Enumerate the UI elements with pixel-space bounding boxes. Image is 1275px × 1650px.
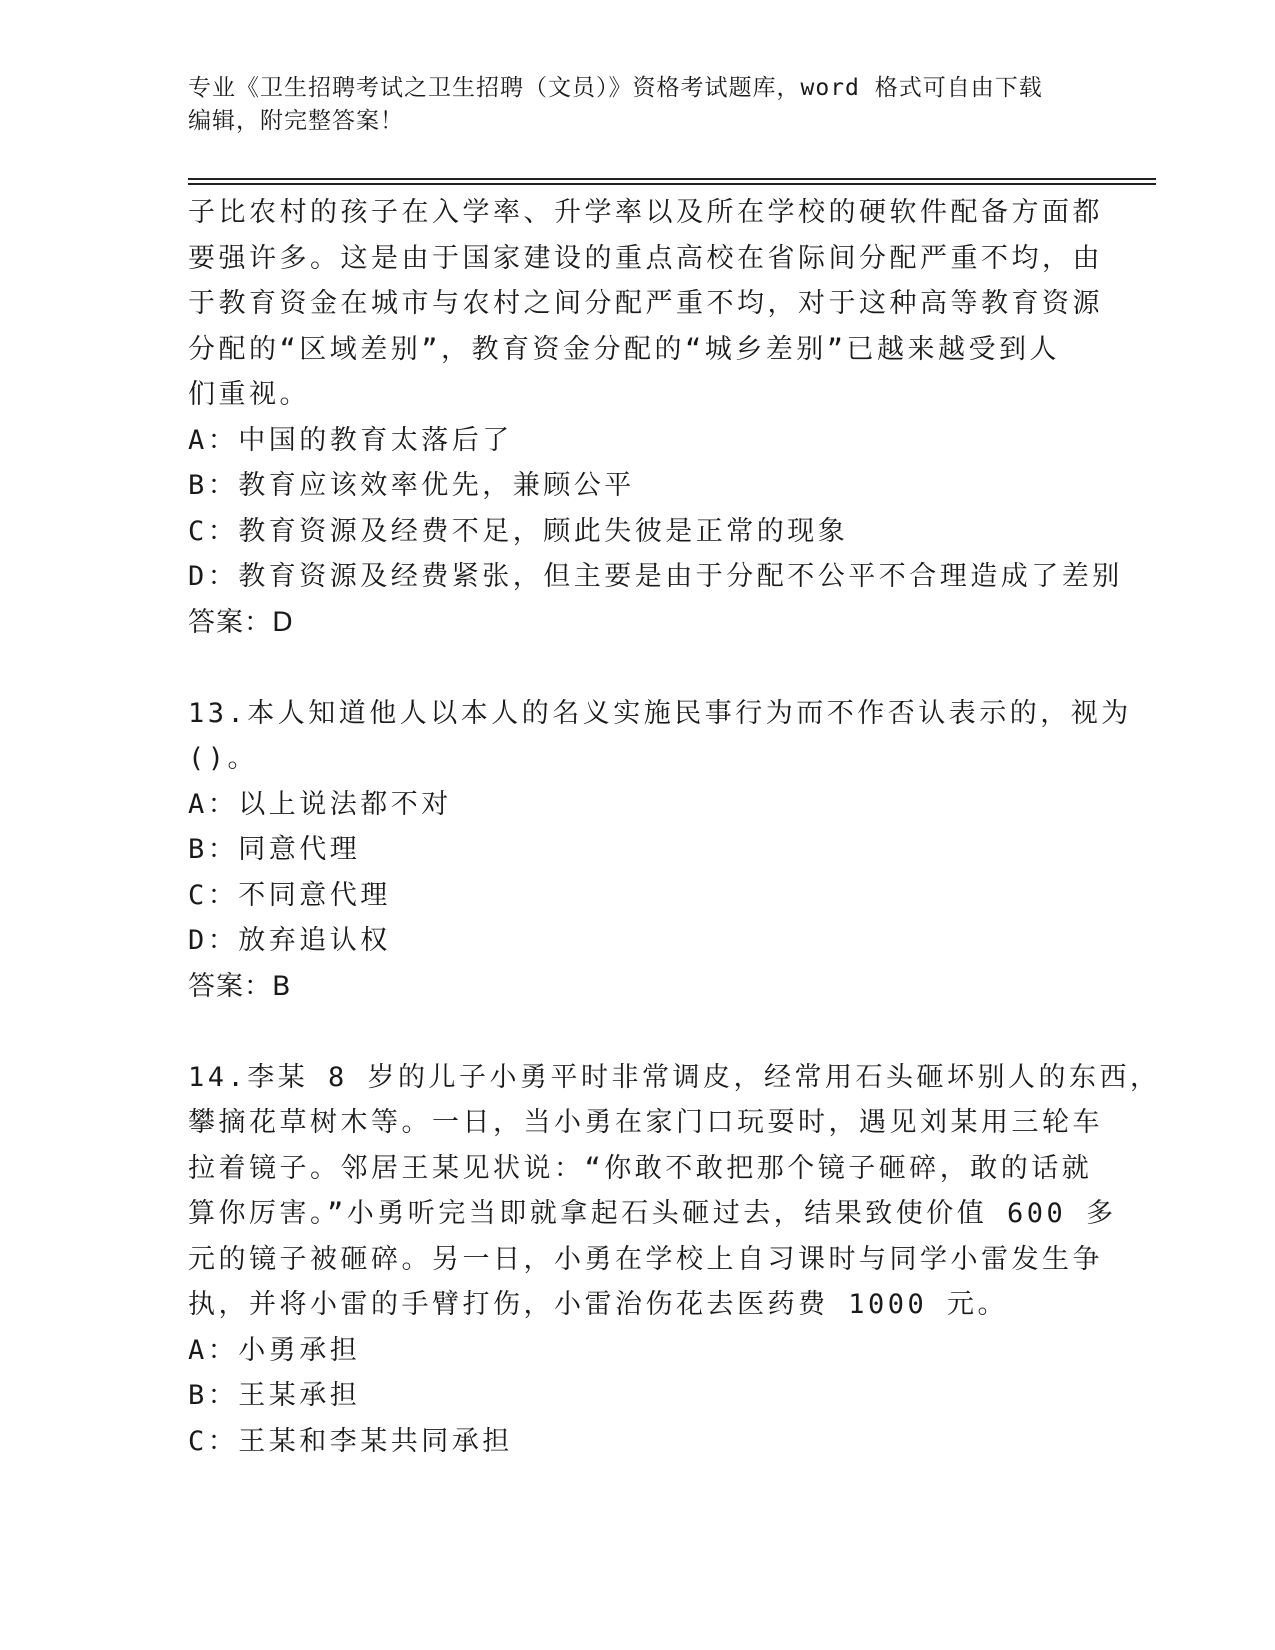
question-content [188,190,1161,1464]
option-b: B：王某承担 [188,1380,361,1411]
question-stem-line: 拉着镜子。邻居王某见状说：“你敢不敢把那个镜子砸碎，敢的话就 [188,1152,1093,1184]
option-b: B：教育应该效率优先，兼顾公平 [188,470,635,501]
answer-line: 答案：B [188,970,292,1002]
question-stem-line: 于教育资金在城市与农村之间分配严重不均，对于这种高等教育资源 [188,288,1103,319]
option-b: B：同意代理 [188,834,361,865]
question-stem-line: 们重视。 [188,379,310,410]
question-stem-line: 攀摘花草树木等。一日，当小勇在家门口玩耍时，遇见刘某用三轮车 [188,1107,1103,1138]
option-c: C：不同意代理 [188,879,391,911]
question-spacer [188,645,1088,691]
option-c: C：王某和李某共同承担 [188,1425,513,1457]
header-divider-bottom [188,183,1156,185]
question-stem-line: 14.李某 8 岁的儿子小勇平时非常调皮，经常用石头砸坏别人的东西， [188,1061,1161,1093]
answer-line: 答案：D [188,606,294,638]
question-stem-line: 子比农村的孩子在入学率、升学率以及所在学校的硬软件配备方面都 [188,197,1103,228]
option-a: A：小勇承担 [188,1334,361,1366]
option-c: C：教育资源及经费不足，顾此失彼是正常的现象 [188,515,849,547]
question-stem-line: 元的镜子被砸碎。另一日，小勇在学校上自习课时与同学小雷发生争 [188,1243,1103,1275]
question-12 [188,190,1123,645]
question-14 [188,1055,1161,1465]
question-stem-line: ()。 [188,743,259,774]
header-title-line-1: 专业《卫生招聘考试之卫生招聘（文员）》资格考试题库，word 格式可自由下载 [188,75,1043,101]
option-d: D：教育资源及经费紧张，但主要是由于分配不公平不合理造成了差别 [188,561,1123,592]
question-stem-line: 分配的“区域差别”，教育资金分配的“城乡差别”已越来越受到人 [188,333,1061,365]
option-a: A：中国的教育太落后了 [188,424,513,456]
question-stem-line: 算你厉害。”小勇听完当即就拿起石头砸过去，结果致使价值 600 多 [188,1198,1117,1229]
header-title-line-2: 编辑，附完整答案！ [188,108,404,134]
page-header [188,72,1088,138]
question-13 [188,691,1132,1010]
question-spacer [188,1009,1088,1055]
header-divider-top [188,178,1156,180]
question-stem-line: 13.本人知道他人以本人的名义实施民事行为而不作否认表示的，视为 [188,697,1132,729]
option-a: A：以上说法都不对 [188,788,452,820]
question-stem-line: 执，并将小雷的手臂打伤，小雷治伤花去医药费 1000 元。 [188,1289,1009,1320]
question-stem-line: 要强许多。这是由于国家建设的重点高校在省际间分配严重不均，由 [188,242,1103,274]
option-d: D：放弃追认权 [188,925,391,956]
